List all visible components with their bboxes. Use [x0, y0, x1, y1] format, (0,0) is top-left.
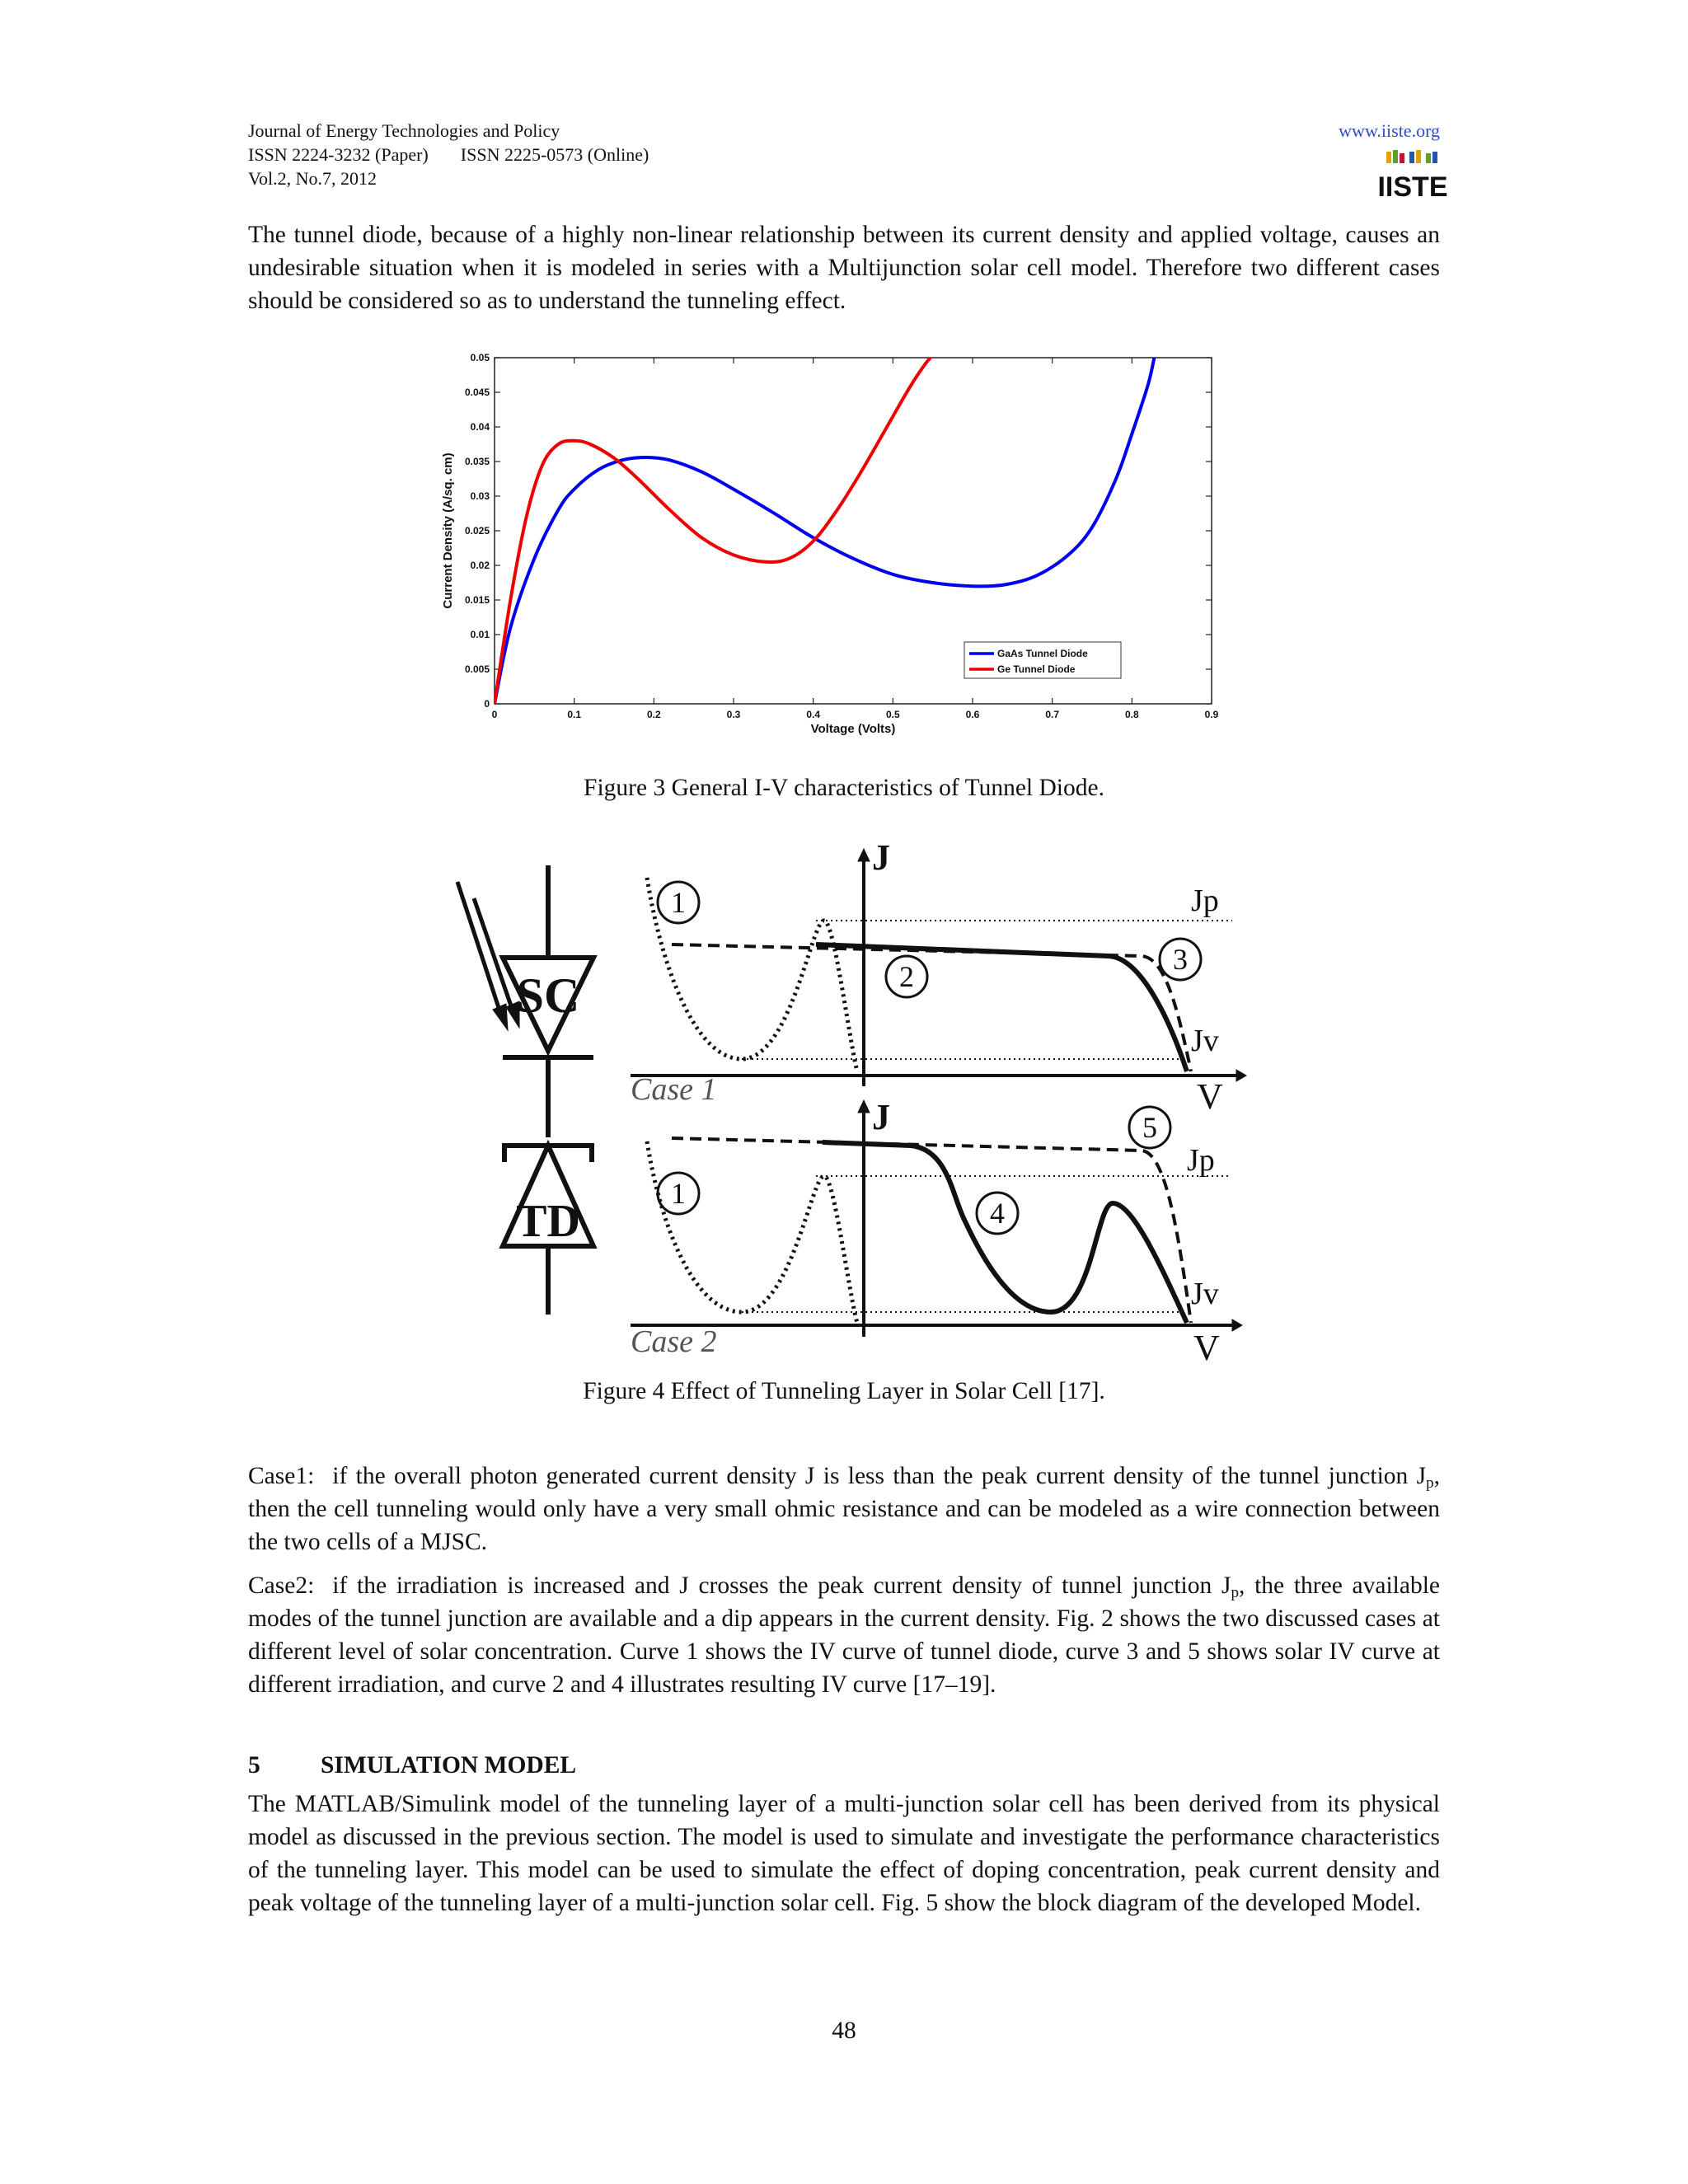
case1-curve3 [672, 944, 1191, 1071]
case1-marker3-text: 3 [1173, 943, 1188, 976]
y-tick-label: 0.02 [470, 560, 490, 571]
journal-title: Journal of Energy Technologies and Policy [248, 120, 560, 141]
section5-heading [248, 1752, 576, 1779]
volume-issue: Vol.2, No.7, 2012 [248, 168, 377, 189]
case1-j-arrow [858, 849, 870, 861]
y-axis-label: Current Density (A/sq. cm) [441, 452, 455, 609]
circuit-symbols [457, 865, 593, 1315]
x-tick-label: 0.3 [726, 709, 741, 720]
case1-jp-label: Jp [1191, 883, 1219, 918]
x-tick-label: 0.8 [1124, 709, 1139, 720]
case1-label: Case 1 [631, 1072, 717, 1107]
section5-title: SIMULATION MODEL [321, 1752, 577, 1779]
x-tick-label: 0.6 [965, 709, 980, 720]
figure3-caption: Figure 3 General I-V characteristics of Tunnel Diode. [584, 775, 1104, 801]
section5-number: 5 [248, 1752, 260, 1779]
x-axis-label: Voltage (Volts) [810, 722, 896, 736]
case1-plot [631, 849, 1246, 1086]
issn-line [248, 143, 649, 166]
figure3-chart [429, 346, 1253, 750]
case1-marker2-text: 2 [899, 960, 914, 993]
case1-label-text: Case1: [248, 1463, 315, 1489]
case2-marker4-text: 4 [990, 1197, 1005, 1230]
y-tick-label: 0.005 [464, 663, 490, 675]
sc-label: SC [516, 968, 580, 1023]
x-tick-label: 0.7 [1045, 709, 1060, 720]
website-link[interactable]: www.iiste.org [1339, 120, 1440, 141]
issn-online: ISSN 2225-0573 (Online) [460, 144, 649, 165]
case1-j-label: J [872, 837, 890, 878]
case1-v-arrow [1236, 1070, 1246, 1081]
x-tick-label: 0.2 [646, 709, 661, 720]
case2-text-a: if the irradiation is increased and J crosses the peak current density of tunnel junction J [332, 1572, 1231, 1599]
x-tick-label: 0 [491, 709, 498, 720]
y-tick-label: 0.015 [464, 594, 490, 606]
logo-text: IISTE [1377, 171, 1448, 203]
case2-text-b: , the three available modes of the tunnel junction are available and a dip appears in the current density. Fig. 2 shows the two discussed cases at different level of solar concentration. Curve 1 shows the IV curve of tunnel diode, curve 3 and 5 shows solar IV curve at different irradiation, and curve 2 and 4 illustrates resulting IV curve [17–19]. [248, 1572, 1440, 1698]
intro-paragraph: The tunnel diode, because of a highly non-linear relationship between its current density and applied voltage, causes an undesirable situation when it is modeled in series with a Multijunction solar cell model. Therefore two different cases should be considered so as to understand the tunneling effect. [248, 222, 1440, 314]
case1-jv-label: Jv [1191, 1024, 1219, 1058]
legend-label: Ge Tunnel Diode [997, 663, 1076, 675]
case2-label: Case 2 [631, 1324, 717, 1359]
case1-sub: p [1426, 1474, 1434, 1492]
case1-text-b: , then the cell tunneling would only have a very small ohmic resistance and can be modeled as a wire connection between the two cells of a MJSC. [248, 1463, 1440, 1555]
td-label: TD [516, 1196, 580, 1247]
case1-paragraph [248, 1460, 1440, 1558]
figure4-caption: Figure 4 Effect of Tunneling Layer in Solar Cell [17]. [583, 1378, 1105, 1404]
case2-j-label: J [872, 1097, 890, 1137]
case1-text-a: if the overall photon generated current density J is less than the peak current density of the tunnel junction J [332, 1463, 1427, 1489]
case1-marker1-text: 1 [671, 886, 686, 919]
case2-j-arrow [858, 1100, 870, 1113]
y-tick-label: 0.045 [464, 387, 490, 398]
y-tick-label: 0.035 [464, 456, 490, 467]
case2-marker5-text: 5 [1142, 1111, 1157, 1144]
case2-sub: p [1231, 1584, 1239, 1601]
case2-curve1 [647, 1141, 857, 1323]
case2-jp-label: Jp [1187, 1143, 1215, 1178]
case2-label-text: Case2: [248, 1572, 315, 1599]
y-tick-label: 0 [484, 698, 490, 710]
case2-paragraph [248, 1569, 1440, 1701]
case1-curve2 [816, 944, 1187, 1071]
y-tick-label: 0.01 [470, 629, 490, 640]
case2-v-arrow [1232, 1319, 1242, 1331]
iiste-logo [1377, 148, 1448, 203]
legend-label: GaAs Tunnel Diode [997, 648, 1088, 659]
journal-header [248, 119, 649, 190]
case2-curve5 [672, 1138, 1191, 1323]
case2-jv-label: Jv [1191, 1277, 1219, 1311]
case1-v-label: V [1197, 1076, 1223, 1117]
light-arrow-1 [457, 882, 503, 1020]
case2-marker1-text: 1 [671, 1177, 686, 1210]
y-tick-label: 0.025 [464, 525, 490, 537]
y-tick-label: 0.03 [470, 490, 490, 502]
section5-paragraph: The MATLAB/Simulink model of the tunneling layer of a multi-junction solar cell has been derived from its physical model as discussed in the previous section. The model is used to simulate and investigate the performance characteristics of the tunneling layer. This model can be used to simulate the effect of doping concentration, peak current density and peak voltage of the tunneling layer of a multi-junction solar cell. Fig. 5 show the block diagram of the developed Model. [248, 1791, 1440, 1916]
x-tick-label: 0.4 [806, 709, 821, 720]
x-tick-label: 0.5 [885, 709, 900, 720]
light-arrow-head-1 [493, 1004, 508, 1030]
page-number: 48 [832, 2018, 856, 2044]
y-tick-label: 0.04 [470, 421, 490, 433]
issn-paper: ISSN 2224-3232 (Paper) [248, 144, 429, 165]
y-tick-label: 0.05 [470, 352, 490, 363]
x-tick-label: 0.9 [1204, 709, 1219, 720]
x-tick-label: 0.1 [567, 709, 582, 720]
case2-v-label: V [1193, 1328, 1220, 1368]
figure4-diagram [445, 837, 1269, 1380]
